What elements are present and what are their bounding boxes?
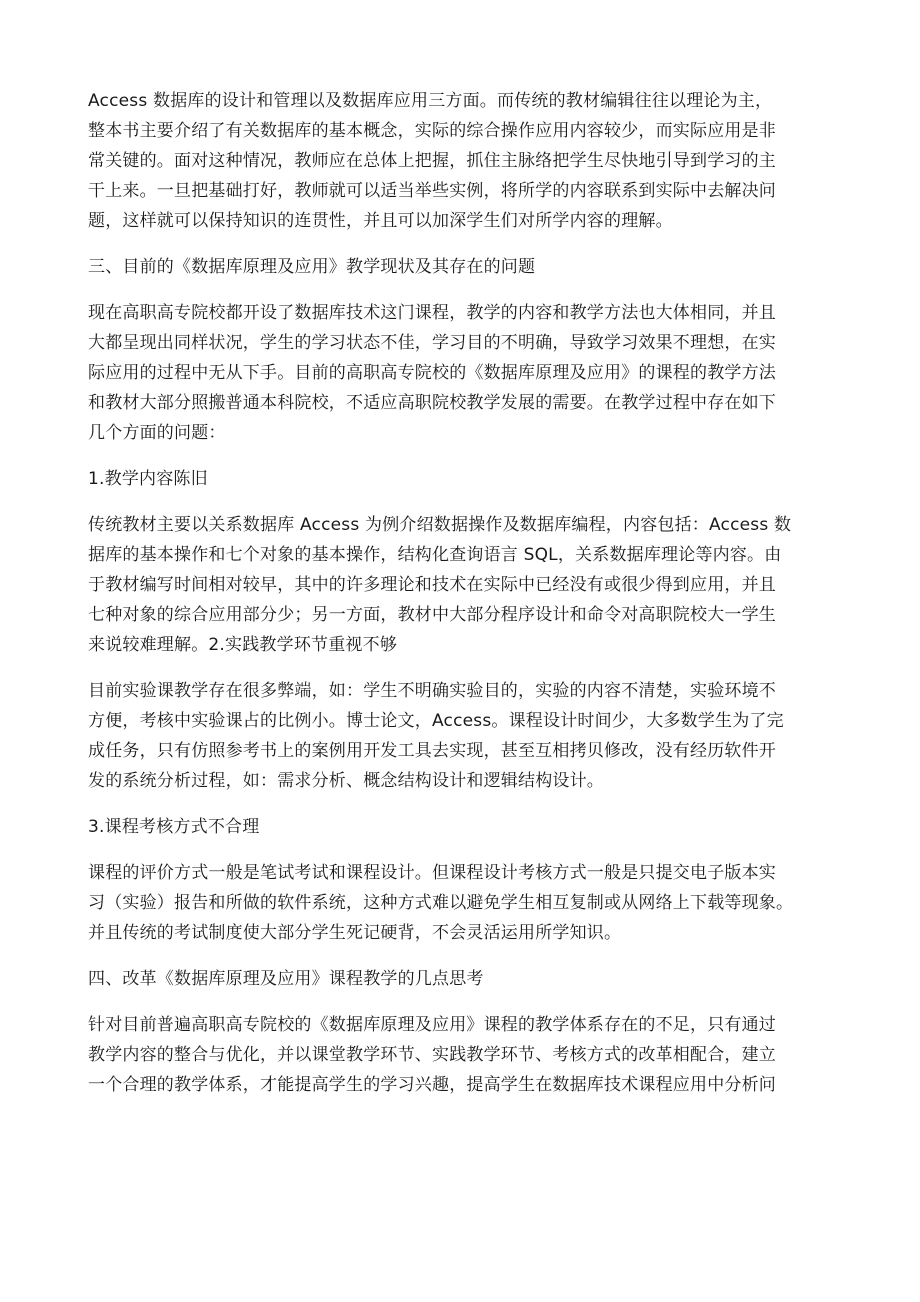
text-line: 目前实验课教学存在很多弊端，如：学生不明确实验目的，实验的内容不清楚，实验环境不 [88,681,776,701]
text-line: 成任务，只有仿照参考书上的案例用开发工具去实现，甚至互相拷贝修改，没有经历软件开 [88,741,776,761]
text-line: 教学内容的整合与优化，并以课堂教学环节、实践教学环节、考核方式的改革相配合，建立 [88,1045,776,1065]
section-heading-3: 三、目前的《数据库原理及应用》教学现状及其存在的问题 [88,257,536,277]
text-line: 际应用的过程中无从下手。目前的高职高专院校的《数据库原理及应用》的课程的教学方法 [88,363,776,383]
text-line: 现在高职高专院校都开设了数据库技术这门课程，教学的内容和教学方法也大体相同，并且 [88,303,776,323]
paragraph-content [88,510,840,660]
text-line: Access 数据库的设计和管理以及数据库应用三方面。而传统的教材编辑往往以理论为主， [88,91,773,111]
text-line: 并且传统的考试制度使大部分学生死记硬背，不会灵活运用所学知识。 [88,923,622,943]
text-line: 方便，考核中实验课占的比例小。博士论文，Access。课程设计时间少，大多数学生为了完 [88,711,784,731]
text-line: 习（实验）报告和所做的软件系统，这种方式难以避免学生相互复制或从网络上下载等现象。 [88,893,794,913]
text-line: 据库的基本操作和七个对象的基本操作，结构化查询语言 SQL，关系数据库理论等内容。由 [88,545,782,565]
text-line: 几个方面的问题： [88,423,226,443]
text-line: 于教材编写时间相对较早，其中的许多理论和技术在实际中已经没有或很少得到应用，并且 [88,575,776,595]
text-line: 和教材大部分照搬普通本科院校，不适应高职院校教学发展的需要。在教学过程中存在如下 [88,393,776,413]
section-heading-4: 四、改革《数据库原理及应用》课程教学的几点思考 [88,969,484,989]
paragraph-assessment [88,858,840,948]
text-line: 传统教材主要以关系数据库 Access 为例介绍数据操作及数据库编程，内容包括：Access 数 [88,515,792,535]
text-line: 发的系统分析过程，如：需求分析、概念结构设计和逻辑结构设计。 [88,771,604,791]
text-line: 大都呈现出同样状况，学生的学习状态不佳，学习目的不明确，导致学习效果不理想，在实 [88,333,776,353]
text-line: 一个合理的教学体系，才能提高学生的学习兴趣，提高学生在数据库技术课程应用中分析问 [88,1075,776,1095]
text-line: 来说较难理解。2.实践教学环节重视不够 [88,635,398,655]
document-page [88,86,840,1100]
paragraph-practice [88,676,840,796]
text-line: 题，这样就可以保持知识的连贯性，并且可以加深学生们对所学内容的理解。 [88,211,673,231]
text-line: 整本书主要介绍了有关数据库的基本概念，实际的综合操作应用内容较少，而实际应用是非 [88,121,776,141]
text-line: 七种对象的综合应用部分少；另一方面，教材中大部分程序设计和命令对高职院校大一学生 [88,605,776,625]
paragraph-status [88,298,840,448]
text-line: 针对目前普遍高职高专院校的《数据库原理及应用》课程的教学体系存在的不足，只有通过 [88,1015,776,1035]
text-line: 干上来。一旦把基础打好，教师就可以适当举些实例，将所学的内容联系到实际中去解决问 [88,181,776,201]
paragraph-intro [88,86,840,236]
subheading-3: 3.课程考核方式不合理 [88,817,260,837]
paragraph-reform [88,1010,840,1100]
subheading-1: 1.教学内容陈旧 [88,469,208,489]
text-line: 课程的评价方式一般是笔试考试和课程设计。但课程设计考核方式一般是只提交电子版本实 [88,863,776,883]
text-line: 常关键的。面对这种情况，教师应在总体上把握，抓住主脉络把学生尽快地引导到学习的主 [88,151,776,171]
